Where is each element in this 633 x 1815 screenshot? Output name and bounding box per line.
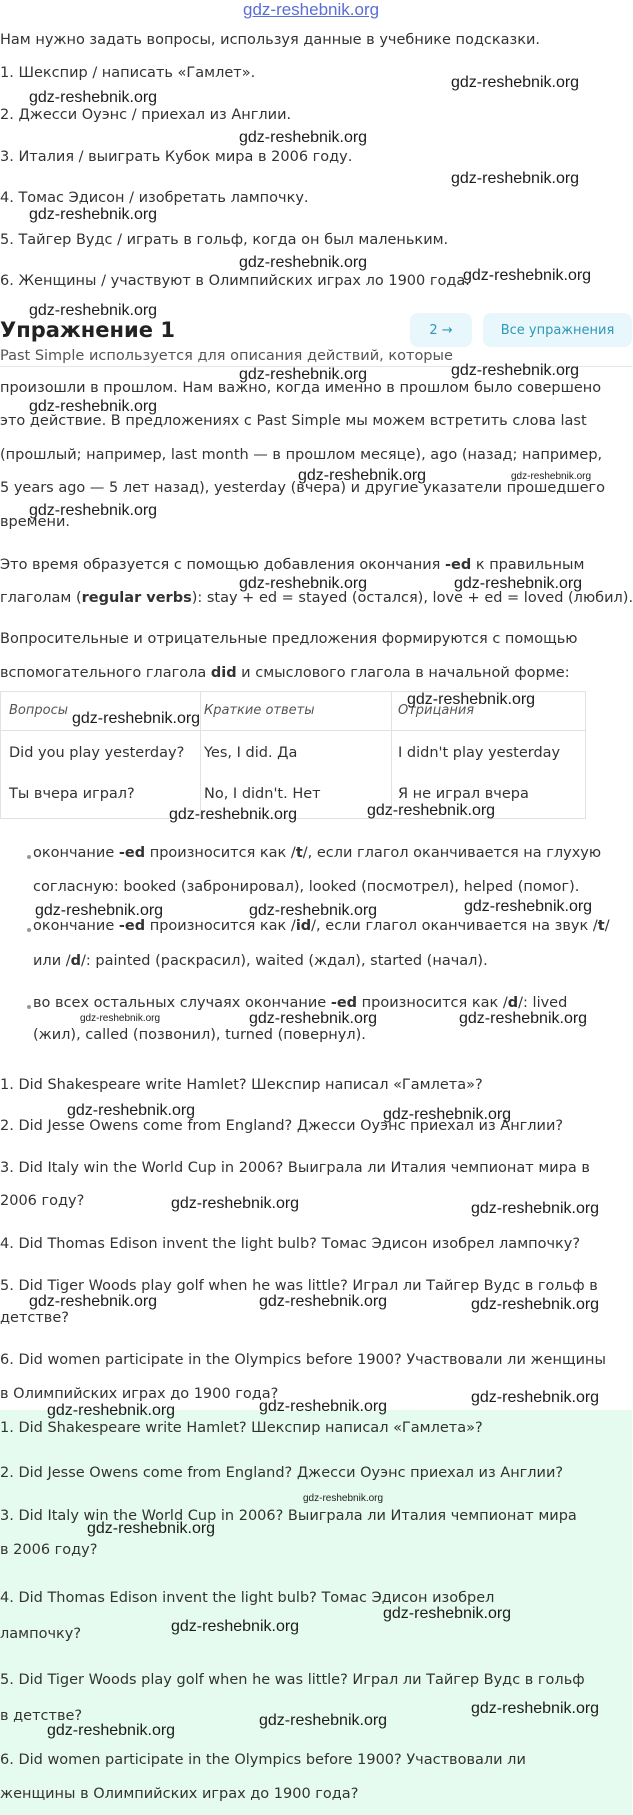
question-line: 3. Did Italy win the World Cup in 2006? Выиграла ли Италия чемпионат мира в [0,1160,590,1176]
watermark: gdz-reshebnik.org [471,1296,600,1313]
regular-verbs-term: regular verbs [81,590,192,606]
watermark: gdz-reshebnik.org [407,691,536,708]
did-term: did [210,665,237,681]
watermark: gdz-reshebnik.org [171,1618,300,1635]
question-line: 6. Did women participate in the Olympics before 1900? Участвовали ли женщины [0,1352,606,1368]
question-line: 4. Did Thomas Edison invent the light bulb? Томас Эдисон изобрел лампочку? [0,1236,581,1252]
answer-line: 5. Did Tiger Woods play golf when he was little? Играл ли Тайгер Вудс в гольф [0,1672,585,1688]
bullet-dot [27,855,31,859]
watermark: gdz-reshebnik.org [471,1200,600,1217]
rule-item-cont: (жил), called (позвонил), turned (повернул). [33,1027,366,1043]
answer-line: 4. Did Thomas Edison invent the light bulb? Томас Эдисон изобрел [0,1590,495,1606]
task-item: 2. Джесси Оуэнс / приехал из Англии. [0,107,292,123]
watermark: gdz-reshebnik.org [239,254,368,271]
watermark: gdz-reshebnik.org [451,74,580,91]
task-item: 5. Тайгер Вудс / играть в гольф, когда он был маленьким. [0,232,449,248]
theory-line: (прошлый; например, last month — в прошлом месяце), ago (назад; например, [0,447,603,463]
watermark: gdz-reshebnik.org [451,362,580,379]
watermark: gdz-reshebnik.org [72,710,201,727]
watermark: gdz-reshebnik.org [239,366,368,383]
theory-form-line: глаголам (regular verbs): stay + ed = stayed (остался), love + ed = loved (любил). [0,590,633,606]
task-item: 4. Томас Эдисон / изобретать лампочку. [0,190,309,206]
task-item: 3. Италия / выиграть Кубок мира в 2006 году. [0,149,353,165]
watermark: gdz-reshebnik.org [511,471,592,482]
watermark: gdz-reshebnik.org [303,1493,384,1504]
watermark: gdz-reshebnik.org [80,1013,161,1024]
watermark: gdz-reshebnik.org [169,806,298,823]
question-line: 5. Did Tiger Woods play golf when he was little? Играл ли Тайгер Вудс в гольф в [0,1278,598,1294]
task-item: 6. Женщины / участвуют в Олимпийских играх ло 1900 года. [0,273,470,289]
theory-line: 5 years ago — 5 лет назад), yesterday (вчера) и другие указатели прошедшего [0,480,606,496]
watermark: gdz-reshebnik.org [454,575,583,592]
theory-line: произошли в прошлом. Нам важно, когда именно в прошлом было совершено [0,380,602,396]
ed-ending: -ed [444,557,472,573]
answer-line: в 2006 году? [0,1542,98,1558]
question-line: 2006 году? [0,1193,85,1209]
site-watermark-link[interactable]: gdz-reshebnik.org [243,0,380,19]
watermark: gdz-reshebnik.org [29,502,158,519]
table-cell: Я не играл вчера [398,786,529,802]
table-cell: Did you play yesterday? [9,745,185,761]
watermark: gdz-reshebnik.org [29,1293,158,1310]
theory-line: это действие. В предложениях с Past Simple мы можем встретить слова last [0,413,587,429]
watermark: gdz-reshebnik.org [367,802,496,819]
watermark: gdz-reshebnik.org [298,467,427,484]
watermark: gdz-reshebnik.org [29,302,158,319]
answer-line: 1. Did Shakespeare write Hamlet? Шекспир написал «Гамлета»? [0,1420,483,1436]
watermark: gdz-reshebnik.org [451,170,580,187]
theory-aux-line: вспомогательного глагола did и смыслового глагола в начальной форме: [0,665,570,681]
watermark: gdz-reshebnik.org [29,89,158,106]
watermark: gdz-reshebnik.org [259,1293,388,1310]
question-line: 2. Did Jesse Owens come from England? Джесси Оуэнс приехал из Англии? [0,1118,564,1134]
table-header: Отрицания [398,703,475,718]
task-item: 1. Шекспир / написать «Гамлет». [0,65,256,81]
rule-item: окончание -ed произносится как /t/, если глагол оканчивается на глухую [33,845,602,861]
table-cell: No, I didn't. Нет [204,786,321,802]
watermark: gdz-reshebnik.org [383,1605,512,1622]
answer-line: 2. Did Jesse Owens come from England? Джесси Оуэнс приехал из Англии? [0,1465,564,1481]
cut-text-line: Past Simple используется для описания действий, которые [0,348,453,364]
exercise-title: Упражнение 1 [0,318,175,342]
next-exercise-button[interactable]: 2 → [410,313,472,347]
watermark: gdz-reshebnik.org [47,1722,176,1739]
watermark: gdz-reshebnik.org [471,1700,600,1717]
watermark: gdz-reshebnik.org [171,1195,300,1212]
answer-line: лампочку? [0,1626,82,1642]
watermark: gdz-reshebnik.org [383,1106,512,1123]
bullet-dot [27,1005,31,1009]
watermark: gdz-reshebnik.org [259,1712,388,1729]
watermark: gdz-reshebnik.org [464,898,593,915]
rule-item: во всех остальных случаях окончание -ed произносится как /d/: lived [33,995,568,1011]
watermark: gdz-reshebnik.org [29,398,158,415]
table-header: Вопросы [9,703,68,718]
answer-line: женщины в Олимпийских играх до 1900 года? [0,1786,359,1802]
rule-item-cont: или /d/: painted (раскрасил), waited (ждал), started (начал). [33,953,488,969]
table-cell: Yes, I did. Да [204,745,298,761]
watermark: gdz-reshebnik.org [67,1102,196,1119]
theory-line: времени. [0,514,71,530]
table-cell: I didn't play yesterday [398,745,561,761]
all-exercises-button[interactable]: Все упражнения [483,313,632,347]
question-line: в Олимпийских играх до 1900 года? [0,1386,279,1402]
answer-line: 6. Did women participate in the Olympics before 1900? Участвовали ли [0,1752,526,1768]
watermark: gdz-reshebnik.org [249,1010,378,1027]
question-line: 1. Did Shakespeare write Hamlet? Шекспир написал «Гамлета»? [0,1077,483,1093]
watermark: gdz-reshebnik.org [249,902,378,919]
question-line: детстве? [0,1310,69,1326]
watermark: gdz-reshebnik.org [239,129,368,146]
theory-aux-line: Вопросительные и отрицательные предложения формируются с помощью [0,631,578,647]
watermark: gdz-reshebnik.org [47,1402,176,1419]
watermark: gdz-reshebnik.org [87,1520,216,1537]
table-cell: Ты вчера играл? [9,786,135,802]
task-intro: Нам нужно задать вопросы, используя данные в учебнике подсказки. [0,32,541,48]
watermark: gdz-reshebnik.org [459,1010,588,1027]
watermark: gdz-reshebnik.org [463,267,592,284]
watermark: gdz-reshebnik.org [259,1398,388,1415]
rule-item: окончание -ed произносится как /id/, если глагол оканчивается на звук /t/ [33,918,610,934]
watermark: gdz-reshebnik.org [471,1389,600,1406]
answer-line: в детстве? [0,1708,83,1724]
theory-form-line: Это время образуется с помощью добавления окончания -ed к правильным [0,557,585,573]
bullet-dot [27,928,31,932]
rule-item-cont: согласную: booked (забронировал), looked (посмотрел), helped (помог). [33,879,580,895]
watermark: gdz-reshebnik.org [35,902,164,919]
watermark: gdz-reshebnik.org [29,206,158,223]
table-header: Краткие ответы [204,703,315,718]
answer-line: 3. Did Italy win the World Cup in 2006? Выиграла ли Италия чемпионат мира [0,1508,577,1524]
watermark: gdz-reshebnik.org [239,575,368,592]
